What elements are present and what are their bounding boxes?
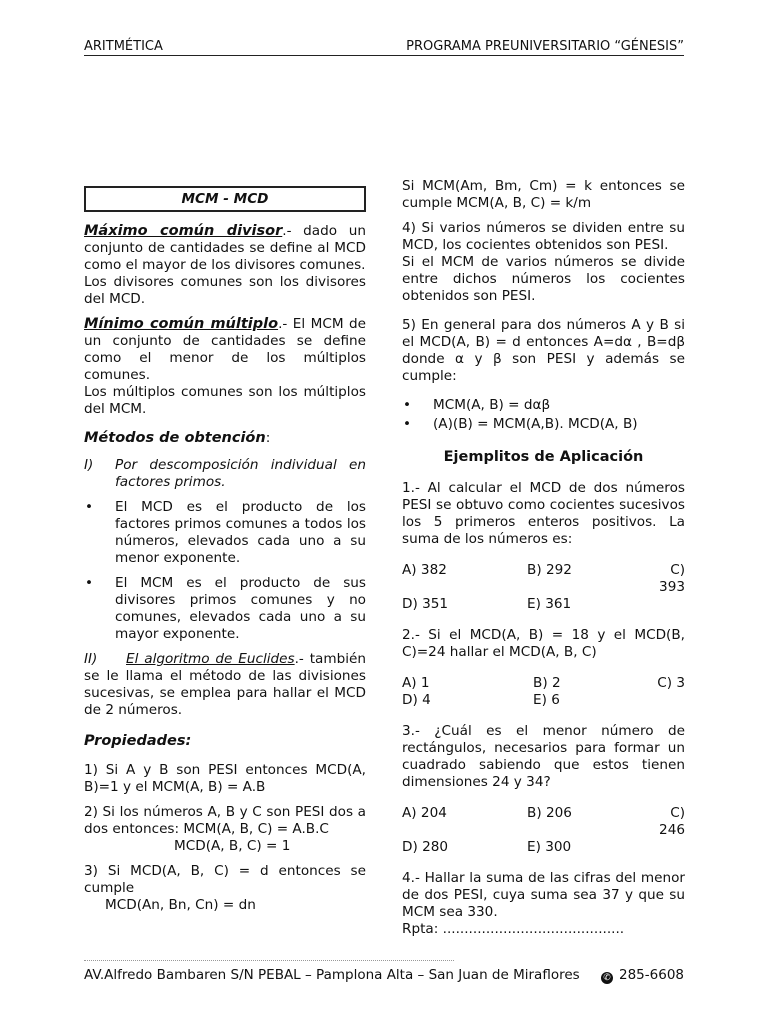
- method-2-term: El algoritmo de Euclides: [126, 651, 295, 667]
- footer-address: AV.Alfredo Bambaren S/N PEBAL – Pamplona Alta – San Juan de Miraflores: [84, 967, 580, 983]
- bullet-product-formula: • (A)(B) = MCM(A,B). MCD(A, B): [402, 416, 685, 433]
- left-column: [84, 186, 366, 922]
- property-mcm-k: Si MCM(Am, Bm, Cm) = k entonces se cumple MCM(A, B, C) = k/m: [402, 178, 685, 211]
- option: A) 1: [402, 675, 430, 691]
- option: C) 3: [657, 675, 685, 691]
- option: E) 6: [533, 692, 560, 708]
- mcd-text: .- dado un conjunto de cantidades se define al MCD como el mayor de los divisores comunes.: [84, 223, 366, 273]
- method-2-number: II): [84, 651, 98, 667]
- method-2: [84, 651, 366, 719]
- mcm-term: Mínimo común múltiplo: [84, 316, 279, 332]
- method-2-text: .- también se le llama el método de las divisiones sucesivas, se emplea para hallar el MCD de 2 números.: [84, 651, 366, 718]
- option: D) 351: [402, 596, 449, 612]
- method-1-text: Por descomposición individual en factores primos.: [115, 457, 366, 490]
- property-4-b: Si el MCM de varios números se divide entre dichos números los cocientes obtenidos son PESI.: [402, 254, 685, 304]
- properties-heading: [84, 733, 366, 750]
- methods-heading: [84, 430, 366, 447]
- option: B) 206: [527, 805, 572, 821]
- phone-icon: ✆: [601, 972, 613, 984]
- property-3-b: MCD(An, Bn, Cn) = dn: [105, 897, 256, 913]
- properties-title: Propiedades:: [84, 733, 192, 749]
- methods-colon: :: [265, 430, 271, 446]
- method-1-number: I): [84, 457, 94, 473]
- header-program: PROGRAMA PREUNIVERSITARIO “GÉNESIS”: [406, 39, 684, 54]
- option: D) 280: [402, 839, 449, 855]
- header-subject: ARITMÉTICA: [84, 39, 163, 54]
- option: A) 204: [402, 805, 447, 821]
- bullet-mcd-rule: • El MCD es el producto de los factores primos comunes a todos los números, elevados cada uno a su menor exponente.: [84, 499, 366, 567]
- examples-heading: [402, 449, 685, 466]
- option: B) 2: [533, 675, 561, 691]
- footer-divider: [84, 960, 454, 961]
- property-1: 1) Si A y B son PESI entonces MCD(A, B)=1 y el MCM(A, B) = A.B: [84, 762, 366, 795]
- mcm-definition: [84, 316, 366, 418]
- section-title-box: MCM - MCD: [84, 186, 366, 212]
- option: D) 4: [402, 692, 431, 708]
- question-4: 4.- Hallar la suma de las cifras del menor de dos PESI, cuya suma sea 37 y que su MCM sea 330.: [402, 870, 685, 920]
- methods-title: Métodos de obtención: [84, 430, 266, 446]
- property-4-a: 4) Si varios números se dividen entre su MCD, los cocientes obtenidos son PESI.: [402, 220, 685, 253]
- mcm-text: .- El MCM de un conjunto de cantidades se define como el menor de los múltiplos comunes.: [84, 316, 366, 383]
- footer-phone: [601, 967, 684, 984]
- option: E) 300: [527, 839, 572, 855]
- option: C) 393: [659, 562, 685, 595]
- right-column: [402, 178, 685, 946]
- property-2: 2) Si los números A, B y C son PESI dos a dos entonces: MCM(A, B, C) = A.B.C: [84, 804, 366, 837]
- option: A) 382: [402, 562, 447, 578]
- mcd-definition: [84, 223, 366, 308]
- method-1-bullets: [84, 499, 366, 643]
- option: B) 292: [527, 562, 572, 578]
- mcd-term: Máximo común divisor: [84, 223, 283, 239]
- question-2-options: [402, 675, 685, 709]
- property-5: 5) En general para dos números A y B si el MCD(A, B) = d entonces A=dα , B=dβ donde α y β son PESI y además se cumple:: [402, 317, 685, 384]
- question-4-answer-line: Rpta: ..........................................: [402, 921, 625, 937]
- question-1-options: [402, 562, 685, 613]
- option: E) 361: [527, 596, 572, 612]
- bullet-mcm-rule: • El MCM es el producto de sus divisores primos comunes y no comunes, elevados cada uno a su mayor exponente.: [84, 575, 366, 643]
- footer-phone-number: 285-6608: [619, 967, 684, 983]
- option: C) 246: [659, 805, 685, 838]
- property-2-b: MCD(A, B, C) = 1: [174, 838, 291, 854]
- page-header: [84, 38, 684, 56]
- examples-title: Ejemplitos de Aplicación: [443, 449, 644, 465]
- question-1: 1.- Al calcular el MCD de dos números PESI se obtuvo como cocientes sucesivos los 5 primeros enteros positivos. La suma de los números es:: [402, 480, 685, 547]
- mcm-text-2: Los múltiplos comunes son los múltiplos del MCM.: [84, 384, 366, 417]
- property-5-bullets: [402, 397, 685, 433]
- question-2: 2.- Si el MCD(A, B) = 18 y el MCD(B, C)=24 hallar el MCD(A, B, C): [402, 627, 685, 660]
- question-3: 3.- ¿Cuál es el menor número de rectángulos, necesarios para formar un cuadrado sabiendo que estos tienen dimensiones 24 y 34?: [402, 723, 685, 790]
- question-3-options: [402, 805, 685, 856]
- property-3: 3) Si MCD(A, B, C) = d entonces se cumple: [84, 863, 366, 896]
- bullet-mcm-formula: • MCM(A, B) = dαβ: [402, 397, 685, 414]
- mcd-text-2: Los divisores comunes son los divisores del MCD.: [84, 274, 366, 307]
- method-1: [84, 457, 366, 491]
